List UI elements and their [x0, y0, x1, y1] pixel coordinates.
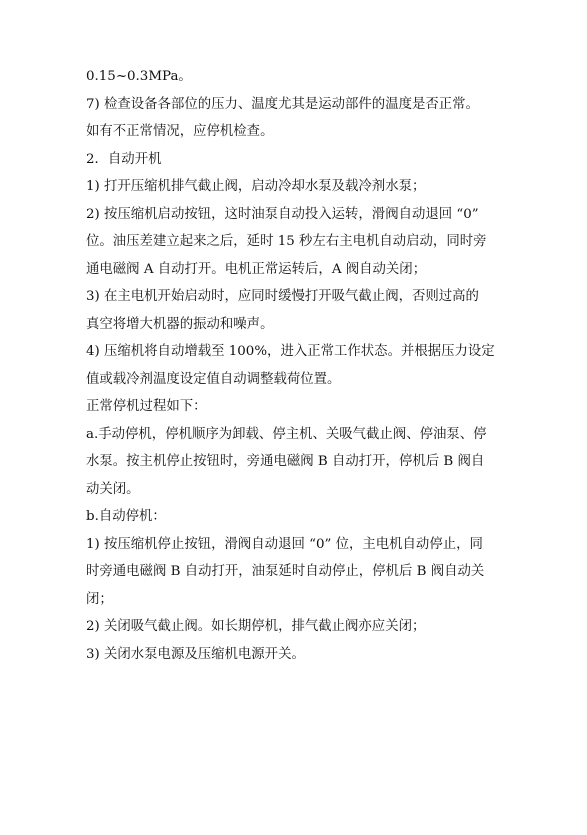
text-line: 正常停机过程如下：: [86, 399, 207, 414]
text-line: 如有不正常情况，应停机检查。: [86, 124, 274, 139]
text-line: 真空将增大机器的振动和噪声。: [86, 316, 274, 332]
text-line: 1) 打开压缩机排气截止阀，启动冷却水泵及载冷剂水泵；: [86, 179, 426, 194]
text-line: b.自动停机：: [86, 509, 166, 524]
text-line: 位。油压差建立起来之后，延时 15 秒左右主电机自动启动，同时旁: [86, 234, 487, 249]
text-line: 7) 检查设备各部位的压力、温度尤其是运动部件的温度是否正常。: [86, 96, 479, 112]
text-line: 通电磁阀 A 自动打开。电机正常运转后，A 阀自动关闭；: [86, 261, 427, 277]
text-line: 2) 关闭吸气截止阀。如长期停机，排气截止阀亦应关闭；: [86, 619, 426, 634]
text-line: 闭；: [86, 591, 113, 607]
text-line: 动关闭。: [86, 481, 140, 497]
text-line: 值或载冷剂温度设定值自动调整载荷位置。: [86, 371, 341, 387]
text-line: 3) 关闭水泵电源及压缩机电源开关。: [86, 646, 305, 662]
document-body: [86, 68, 506, 664]
text-line: 时旁通电磁阀 B 自动打开，油泵延时自动停止，停机后 B 阀自动关: [86, 564, 485, 579]
section-heading: 2．自动开机: [86, 151, 162, 167]
text-line: 3) 在主电机开始启动时，应同时缓慢打开吸气截止阀，否则过高的: [86, 289, 479, 304]
text-line: 4) 压缩机将自动增载至 100%，进入正常工作状态。并根据压力设定: [86, 344, 495, 359]
text-line: a.手动停机，停机顺序为卸载、停主机、关吸气截止阀、停油泵、停: [86, 426, 487, 442]
text-line: 1) 按压缩机停止按钮，滑阀自动退回 “0” 位，主电机自动停止，同: [86, 536, 483, 552]
text-line: 水泵。按主机停止按钮时，旁通电磁阀 B 自动打开，停机后 B 阀自: [86, 454, 485, 469]
text-line: 0.15~0.3MPa。: [86, 69, 192, 84]
text-line: 2) 按压缩机启动按钮，这时油泵自动投入运转，滑阀自动退回 “0”: [86, 206, 479, 222]
